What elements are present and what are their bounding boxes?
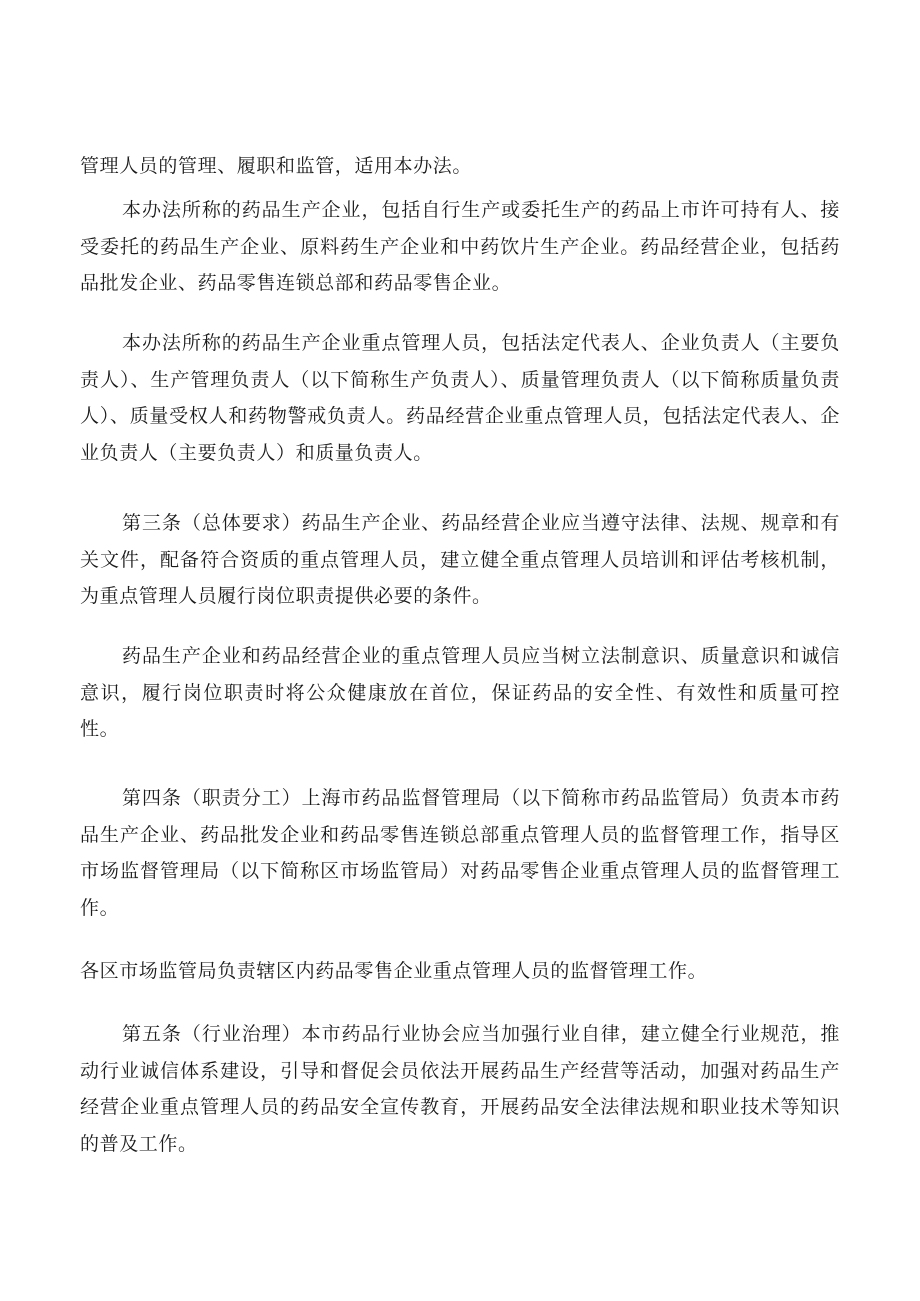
paragraph-key-personnel-definition: 本办法所称的药品生产企业重点管理人员，包括法定代表人、企业负责人（主要负责人）、生产管理负责人（以下简称生产负责人）、质量管理负责人（以下简称质量负责人）、质量受权人和药物警戒负责人。药品经营企业重点管理人员，包括法定代表人、企业负责人（主要负责人）和质量负责人。 [80,332,840,464]
paragraph-article-3: 第三条（总体要求）药品生产企业、药品经营企业应当遵守法律、法规、规章和有关文件，配备符合资质的重点管理人员，建立健全重点管理人员培训和评估考核机制，为重点管理人员履行岗位职责提供必要的条件。 [80,512,840,607]
paragraph-article-5: 第五条（行业治理）本市药品行业协会应当加强行业自律，建立健全行业规范，推动行业诚信体系建设，引导和督促会员依法开展药品生产经营等活动，加强对药品生产经营企业重点管理人员的药品安全宣传教育，开展药品安全法律法规和职业技术等知识的普及工作。 [80,1023,840,1155]
paragraph-continuation: 管理人员的管理、履职和监管，适用本办法。 [80,155,473,177]
paragraph-article-4-district: 各区市场监管局负责辖区内药品零售企业重点管理人员的监督管理工作。 [80,960,708,982]
paragraph-enterprise-definition: 本办法所称的药品生产企业，包括自行生产或委托生产的药品上市许可持有人、接受委托的药品生产企业、原料药生产企业和中药饮片生产企业。药品经营企业，包括药品批发企业、药品零售连锁总部和药品零售企业。 [80,199,840,294]
paragraph-article-4: 第四条（职责分工）上海市药品监督管理局（以下简称市药品监管局）负责本市药品生产企业、药品批发企业和药品零售连锁总部重点管理人员的监督管理工作，指导区市场监督管理局（以下简称区市场监管局）对药品零售企业重点管理人员的监督管理工作。 [80,787,840,919]
paragraph-article-3-awareness: 药品生产企业和药品经营企业的重点管理人员应当树立法制意识、质量意识和诚信意识，履行岗位职责时将公众健康放在首位，保证药品的安全性、有效性和质量可控性。 [80,645,840,740]
